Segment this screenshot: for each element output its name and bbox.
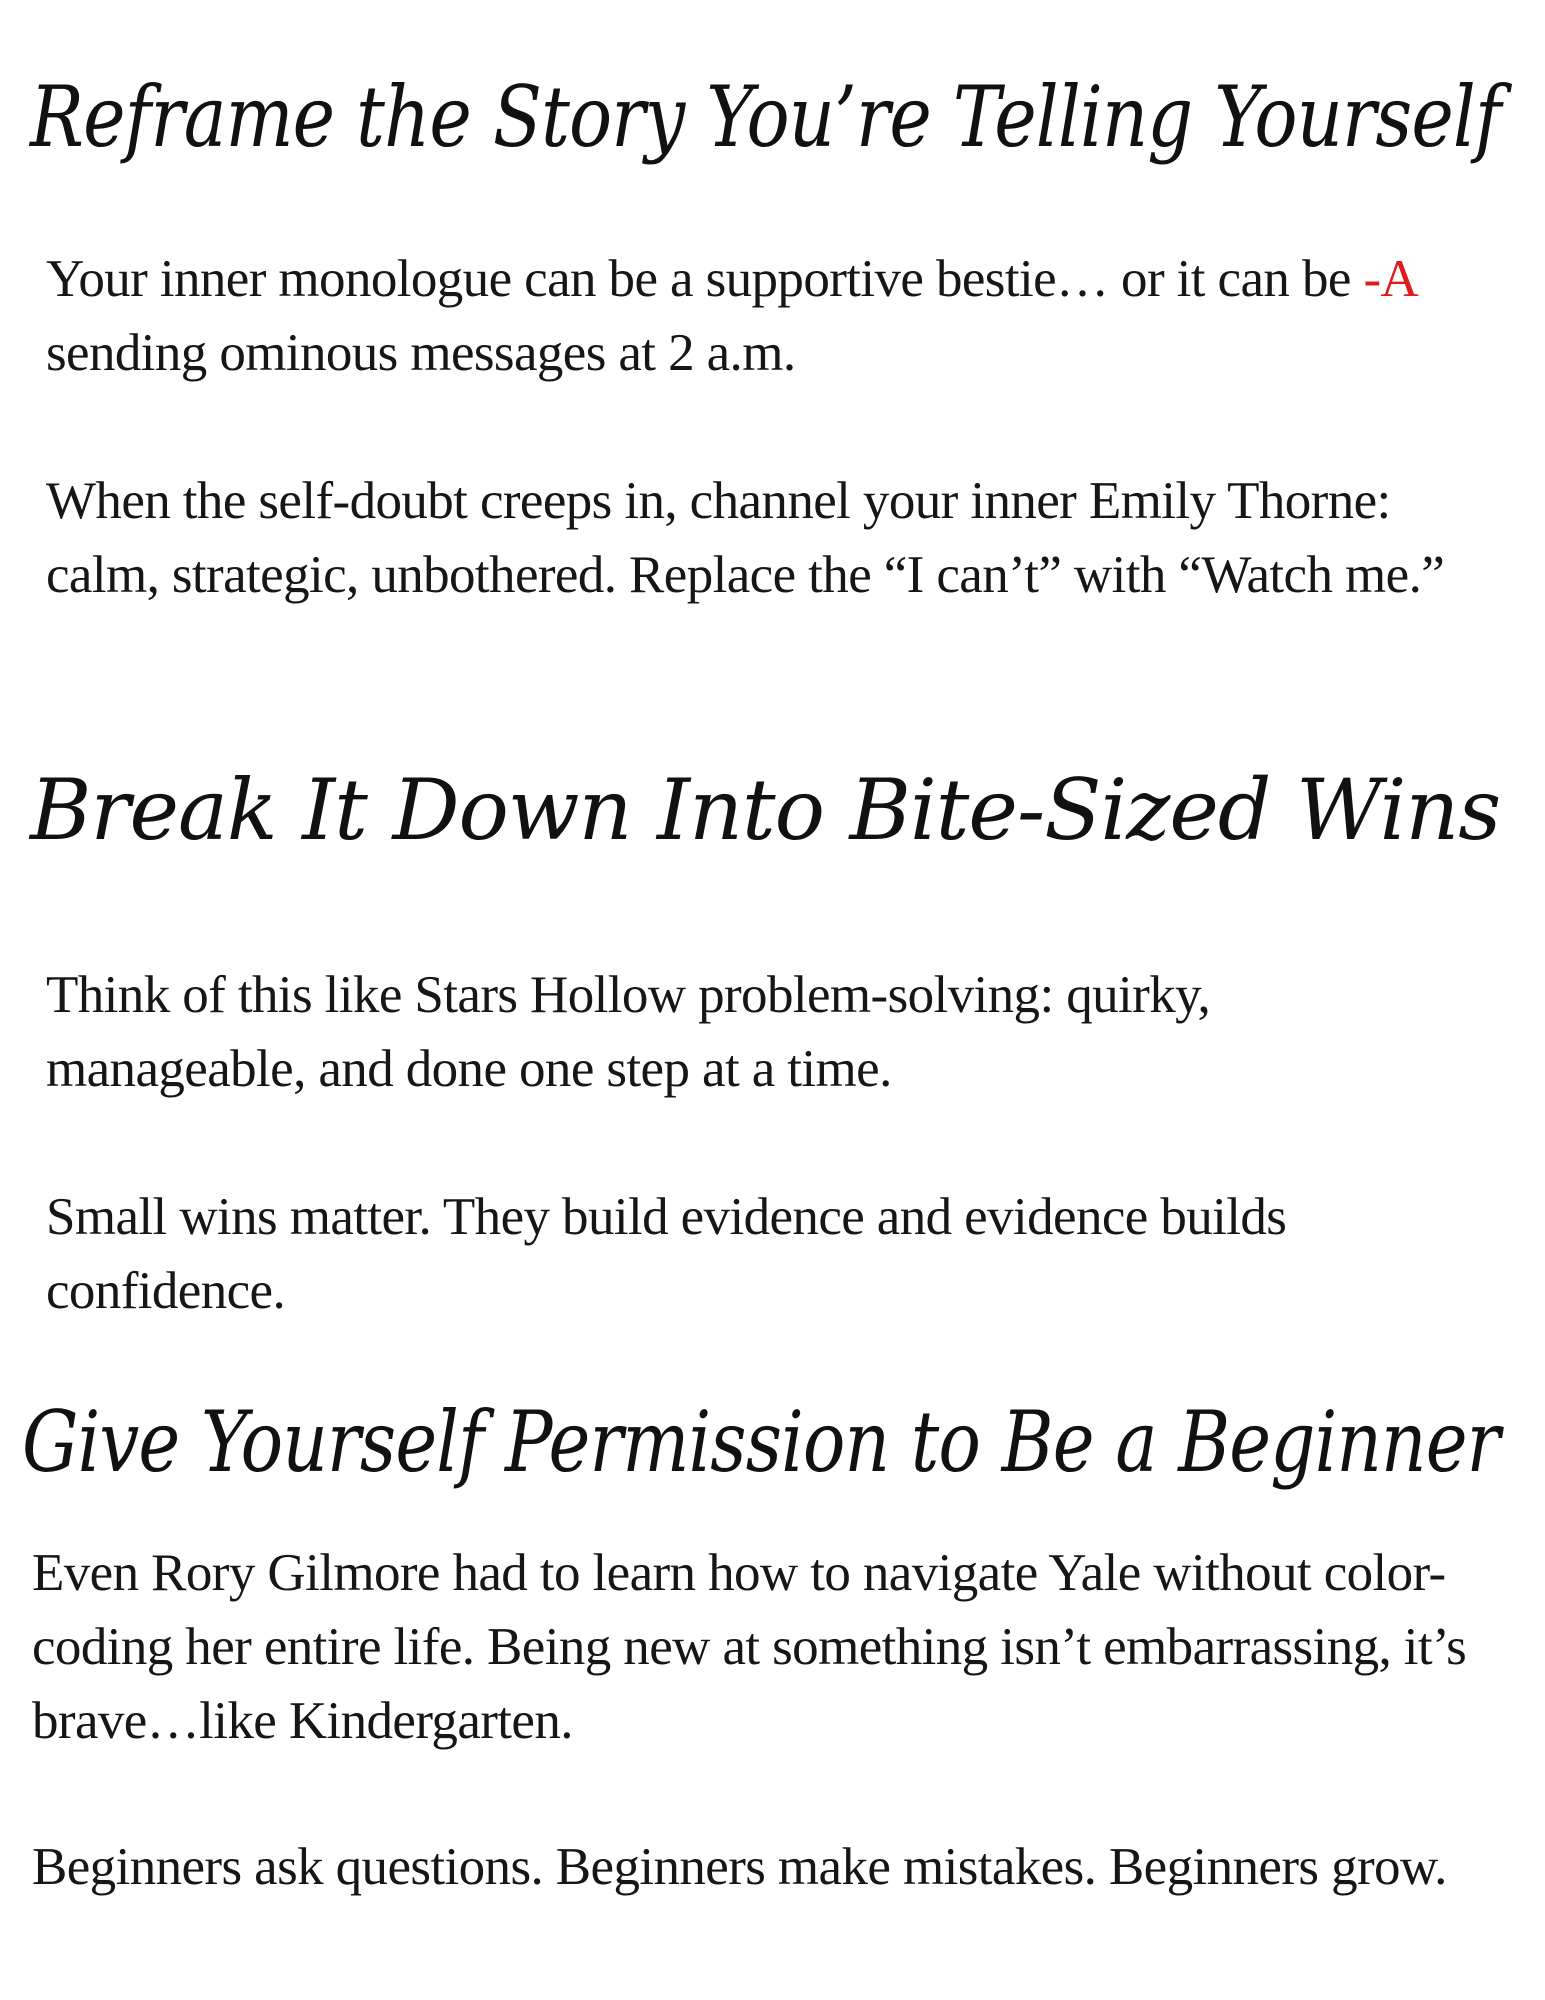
paragraph-text: sending ominous messages at 2 a.m.	[46, 324, 796, 382]
paragraph-inner-monologue	[46, 242, 1516, 390]
paragraph-small-wins: Small wins matter. They build evidence and evidence builds confidence.	[46, 1188, 1287, 1320]
accent-a-label: -A	[1363, 250, 1416, 308]
section-heading-reframe: Reframe the Story You’re Telling Yourself	[30, 68, 1501, 166]
paragraph-stars-hollow: Think of this like Stars Hollow problem-solving: quirky, manageable, and done one step at a time.	[46, 966, 1211, 1098]
paragraph-beginners-grow: Beginners ask questions. Beginners make mistakes. Beginners grow.	[32, 1838, 1447, 1896]
paragraph-self-doubt: When the self-doubt creeps in, channel your inner Emily Thorne: calm, strategic, unbothered. Replace the “I can’t” with “Watch me.”	[46, 472, 1445, 604]
paragraph-text: Your inner monologue can be a supportive bestie… or it can be	[46, 250, 1364, 308]
section-heading-bite-sized-wins: Break It Down Into Bite-Sized Wins	[30, 761, 1501, 859]
paragraph-rory-gilmore: Even Rory Gilmore had to learn how to navigate Yale without color-coding her entire life. Being new at something isn’t embarrassing, it’s brave…like Kindergarten.	[32, 1544, 1467, 1750]
section-heading-beginner: Give Yourself Permission to Be a Beginner	[22, 1393, 1500, 1491]
